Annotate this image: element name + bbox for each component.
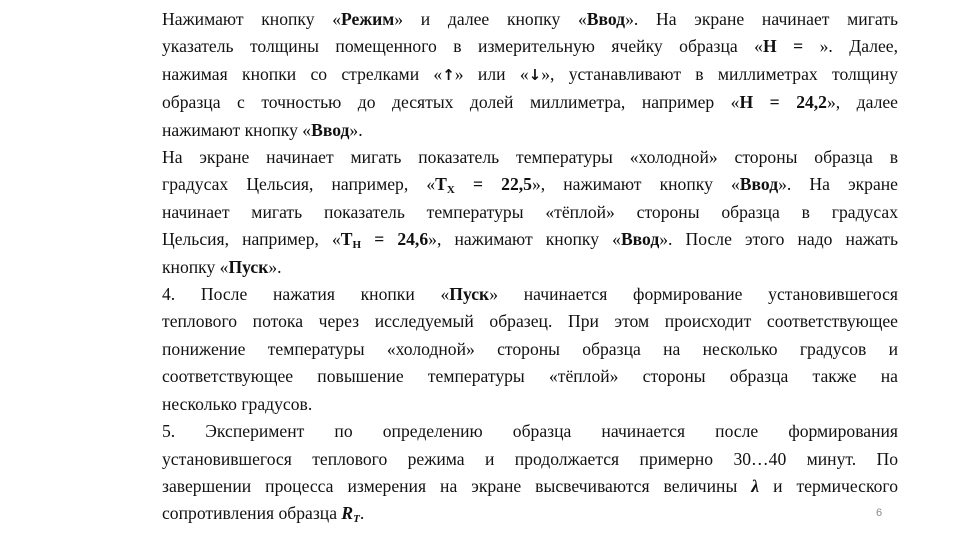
text-line: образца с точностью до десятых долей миллиметра, например «Н = 24,2», далее (162, 92, 898, 113)
text-line: кнопку «Пуск». (162, 256, 282, 277)
text-line: сопротивления образца $R_T$. (162, 503, 365, 526)
paragraph-1 (162, 6, 898, 144)
text-line: нажимая кнопки со стрелками «↑» или «↓», устанавливают в миллиметрах толщину (162, 63, 898, 84)
text-line: нажимают кнопку «Ввод». (162, 119, 363, 140)
paragraph-4 (162, 418, 898, 528)
text-line: теплового потока через исследуемый образец. При этом происходит соответствующее (162, 311, 898, 332)
text-line: соответствующее повышение температуры «тёплой» стороны образца также на (162, 366, 898, 387)
text-line: начинает мигать показатель температуры «тёплой» стороны образца в градусах (162, 201, 898, 222)
text-line: указатель толщины помещенного в измерительную ячейку образца «Н = ». Далее, (162, 36, 899, 57)
text-line: 4. После нажатия кнопки «Пуск» начинается формирование установившегося (162, 284, 898, 305)
arrow-down-icon: ↓ (528, 65, 542, 84)
text-line: завершении процесса измерения на экране высвечиваются величины λ и термического (162, 475, 898, 496)
text-line: 5. Эксперимент по определению образца начинается после формирования (162, 421, 898, 442)
paragraph-3 (162, 281, 898, 418)
text-line: градусах Цельсия, например, «$Т_Х = 22,5$», нажимают кнопку «Ввод». На экране (162, 174, 898, 197)
paragraph-2 (162, 144, 898, 281)
text-line: несколько градусов. (162, 393, 313, 414)
arrow-up-icon: ↑ (442, 65, 455, 84)
text-line: На экране начинает мигать показатель температуры «холодной» стороны образца в (162, 147, 898, 168)
document-body (162, 6, 898, 528)
text-line: установившегося теплового режима и продолжается примерно 30…40 минут. По (162, 448, 898, 469)
page-number: 6 (876, 507, 883, 519)
text-line: Нажимают кнопку «Режим» и далее кнопку «Ввод». На экране начинает мигать (162, 9, 899, 29)
text-line: понижение температуры «холодной» стороны образца на несколько градусов и (162, 338, 898, 359)
text-line: Цельсия, например, «$Т_Н = 24,6$», нажимают кнопку «Ввод». После этого надо нажать (162, 229, 898, 252)
